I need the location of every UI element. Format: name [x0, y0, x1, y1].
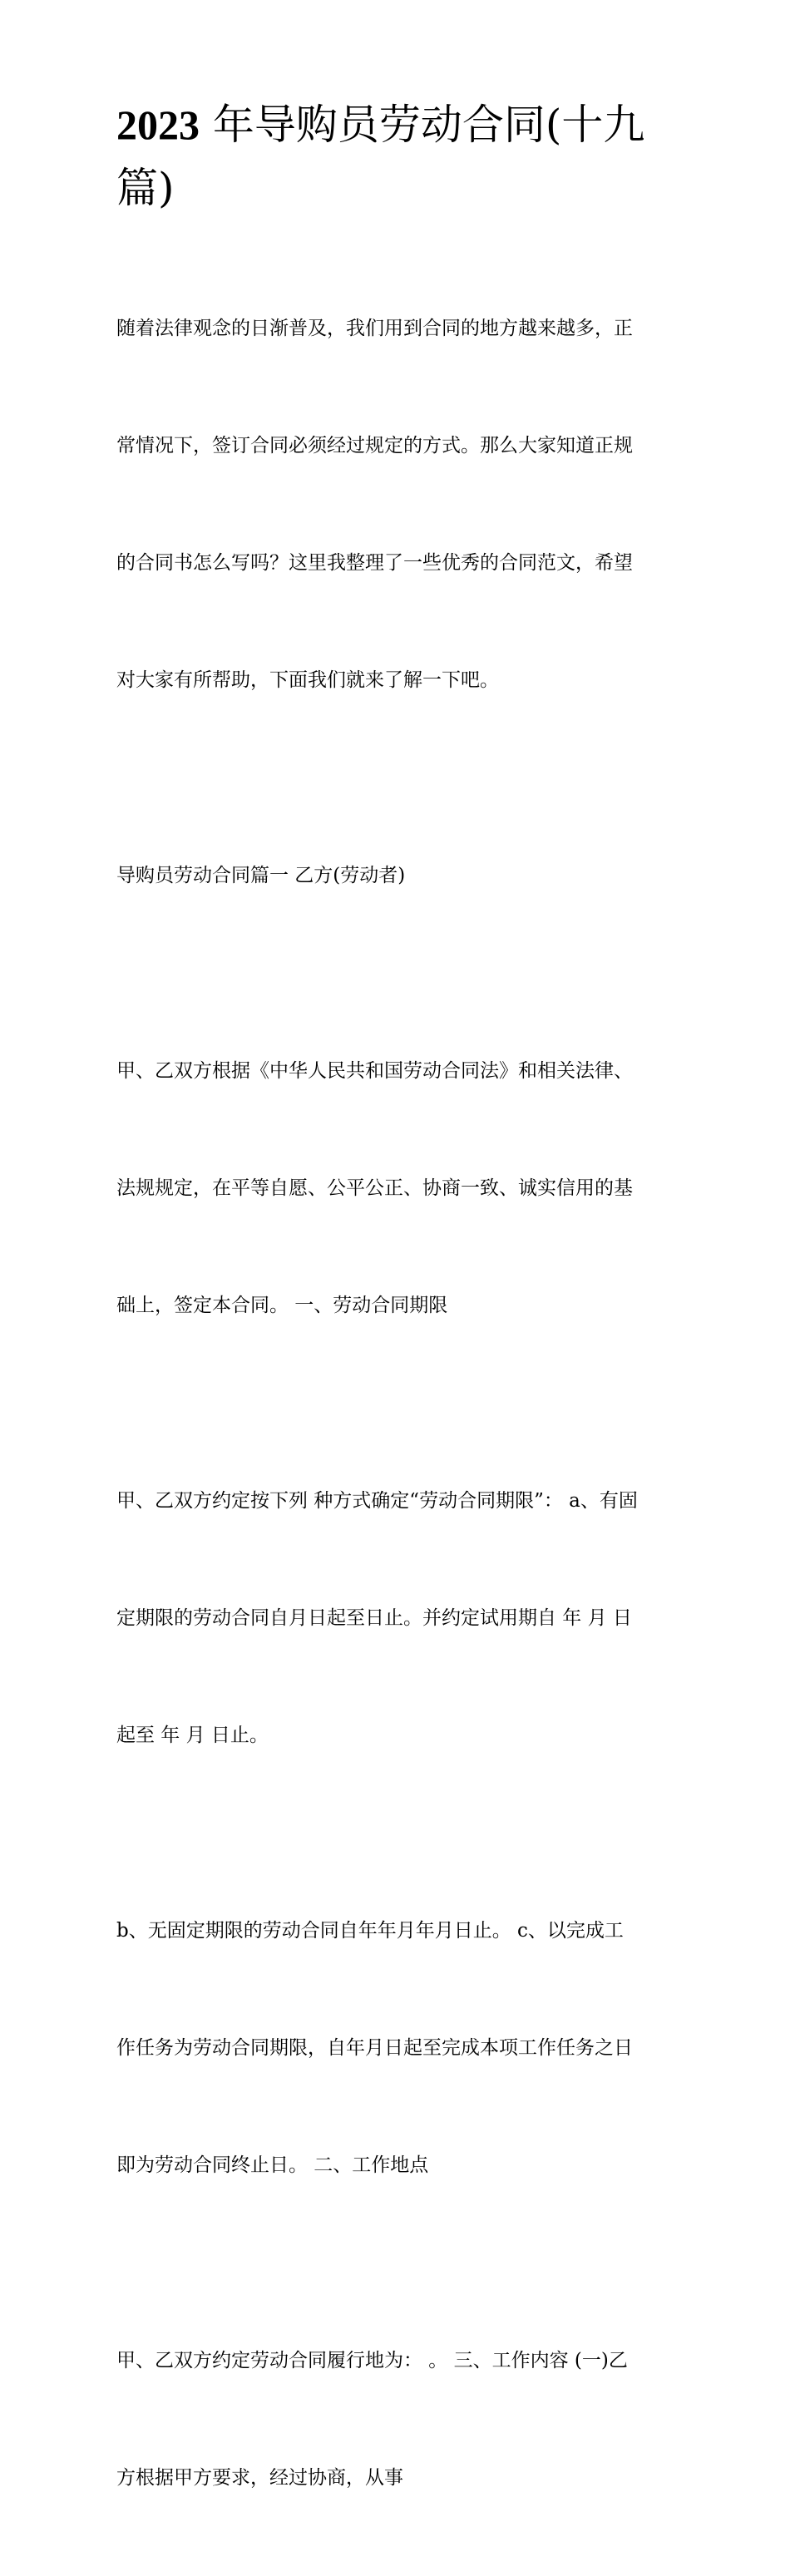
paragraph-intro [116, 231, 682, 778]
text-line: 甲、乙双方约定按下列 种方式确定“劳动合同期限”： a、有固 [116, 1490, 638, 1512]
paragraph-term-a [116, 1404, 682, 1833]
text-line: 作任务为劳动合同期限，自年月日起至完成本项工作任务之日 [116, 2037, 633, 2059]
title-line1-text: 年导购员劳动合同(十九 [200, 101, 645, 149]
text-line: 甲、乙双方约定劳动合同履行地为： 。 三、工作内容 (一)乙 [116, 2350, 628, 2371]
paragraph-work-location [116, 2263, 682, 2576]
text-line: 对大家有所帮助，下面我们就来了解一下吧。 [116, 669, 499, 691]
text-line: 即为劳动合同终止日。 二、工作地点 [116, 2154, 429, 2176]
text-line: 法规规定，在平等自愿、公平公正、协商一致、诚实信用的基 [116, 1177, 633, 1199]
text-line: 随着法律观念的日渐普及，我们用到合同的地方越来越多，正 [116, 318, 633, 339]
document-title [116, 93, 682, 220]
text-line: 甲、乙双方根据《中华人民共和国劳动合同法》和相关法律、 [116, 1060, 633, 1082]
text-line: 方根据甲方要求，经过协商，从事 [116, 2467, 403, 2489]
text-line: b、无固定期限的劳动合同自年年月年月日止。 c、以完成工 [116, 1920, 624, 1942]
paragraph-legal-basis [116, 974, 682, 1404]
text-line: 常情况下，签订合同必须经过规定的方式。那么大家知道正规 [116, 435, 633, 456]
text-line: 导购员劳动合同篇一 乙方(劳动者) [116, 865, 406, 886]
title-year: 2023 [116, 101, 200, 148]
document-body [116, 231, 682, 2576]
text-line: 定期限的劳动合同自月日起至日止。并约定试用期自 年 月 日 [116, 1607, 632, 1629]
title-line2-text: 篇) [116, 164, 175, 212]
text-line: 起至 年 月 日止。 [116, 1725, 269, 1746]
text-line: 础上，签定本合同。 一、劳动合同期限 [116, 1295, 448, 1316]
paragraph-term-b-c [116, 1833, 682, 2263]
paragraph-contract-heading [116, 778, 682, 974]
text-line: 的合同书怎么写吗？这里我整理了一些优秀的合同范文，希望 [116, 552, 633, 574]
